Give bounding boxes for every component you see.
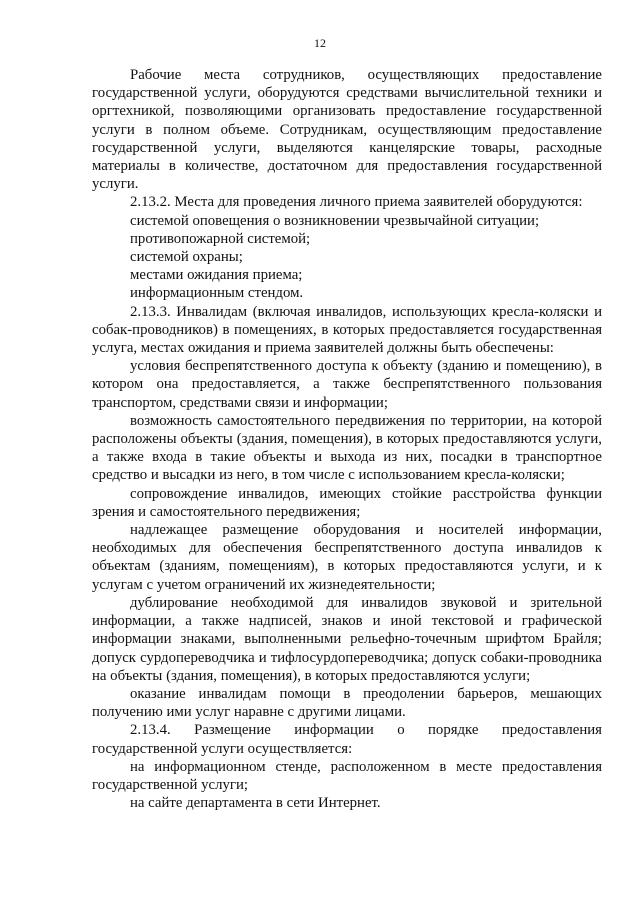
list-item: условия беспрепятственного доступа к объекту (зданию и помещению), в котором она предоставляется, а также беспрепятственного пользования транспортом, средствами связи и информации;: [92, 358, 602, 411]
list-item: сопровождение инвалидов, имеющих стойкие расстройства функции зрения и самостоятельного передвижения;: [92, 485, 602, 520]
list-item: возможность самостоятельного передвижения по территории, на которой расположены объекты (здания, помещения), в которых предоставляются услуги, а также входа в такие объекты и выхода из них, посадки в транспортное средство и высадки из него, в том числе с использованием кресла-коляски;: [92, 412, 602, 484]
paragraph-2-13-2: 2.13.2. Места для проведения личного приема заявителей оборудуются:: [130, 194, 583, 211]
paragraph-2-13-4: 2.13.4. Размещение информации о порядке предоставления государственной услуги осуществляется:: [92, 722, 602, 757]
paragraph-2-13-3: 2.13.3. Инвалидам (включая инвалидов, использующих кресла-коляски и собак-проводников) в помещениях, в которых предоставляется государственная услуга, местах ожидания и приема заявителей должны быть обеспечены:: [92, 303, 602, 357]
page-number: 12: [314, 36, 326, 50]
list-item: системой оповещения о возникновении чрезвычайной ситуации;: [130, 212, 540, 229]
list-item: оказание инвалидам помощи в преодолении барьеров, мешающих получению ими услуг наравне с другими лицами.: [92, 685, 602, 721]
list-item: на информационном стенде, расположенном в месте предоставления государственной услуги;: [92, 758, 602, 793]
list-item: дублирование необходимой для инвалидов звуковой и зрительной информации, а также надписей, знаков и иной текстовой и графической информации знаками, выполненными рельефно-точечным шрифтом Брайля; допуск сурдопереводчика и тифлосурдопереводчика; допуск собаки-проводника на объекты (здания, помещения), в которых предоставляются услуги;: [92, 594, 602, 684]
list-item: информационным стендом.: [130, 285, 304, 302]
list-item: на сайте департамента в сети Интернет.: [130, 795, 381, 812]
paragraph-workplaces: Рабочие места сотрудников, осуществляющих предоставление государственной услуги, оборудуются средствами вычислительной техники и оргтехникой, позволяющими организовать предоставление государственной услуги в полном объеме. Сотрудникам, осуществляющим предоставление государственной услуги, выделяются канцелярские товары, расходные материалы в количестве, достаточном для предоставления государственной услуги.: [92, 67, 602, 193]
list-item: системой охраны;: [130, 249, 243, 266]
document-body: [92, 66, 602, 812]
list-item: местами ожидания приема;: [130, 267, 303, 284]
list-item: противопожарной системой;: [130, 230, 311, 247]
list-item: надлежащее размещение оборудования и носителей информации, необходимых для обеспечения беспрепятственного доступа инвалидов к объектам (зданиям, помещениям), в которых предоставляются услуги, и к услугам с учетом ограничений их жизнедеятельности;: [92, 522, 602, 593]
